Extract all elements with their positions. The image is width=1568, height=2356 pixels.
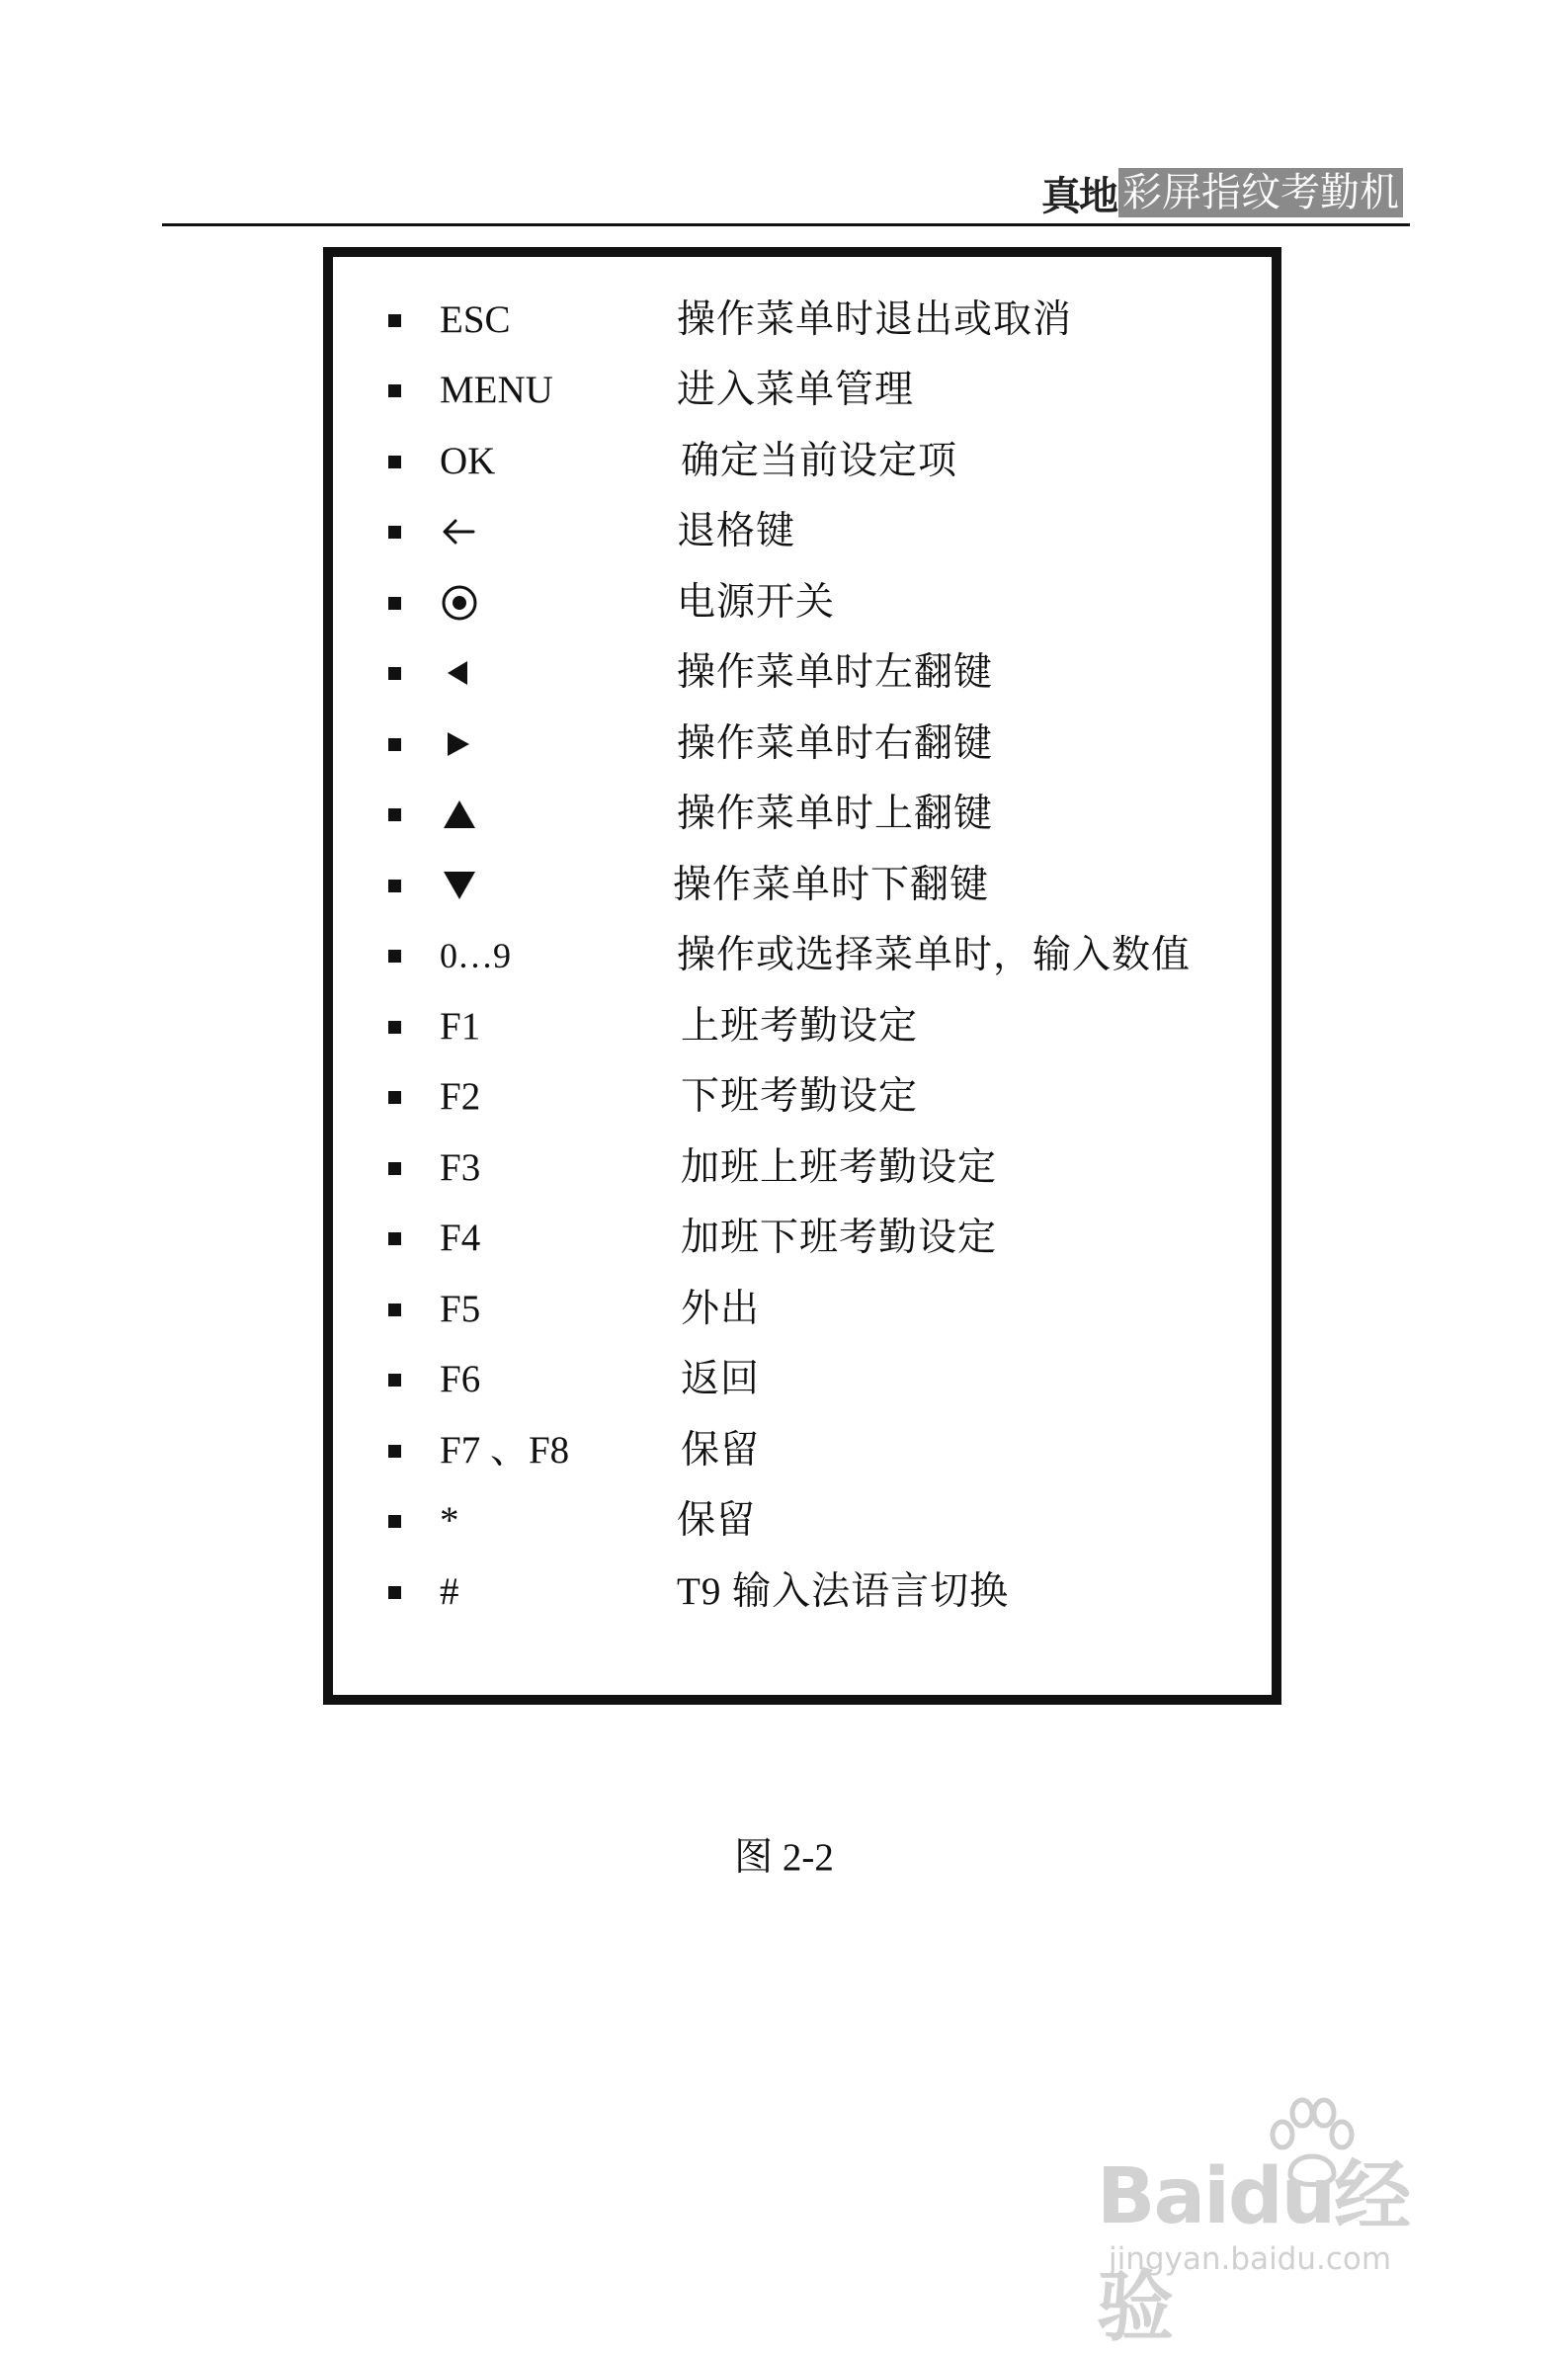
key-row (333, 645, 1272, 705)
key-label: # (440, 1570, 459, 1613)
bullet-icon (388, 314, 401, 327)
key-row (333, 1564, 1272, 1624)
key-description: 电源开关 (677, 581, 836, 624)
key-description: 操作菜单时下翻键 (673, 864, 990, 906)
key-description: 确定当前设定项 (681, 440, 958, 482)
key-row (333, 504, 1272, 563)
key-description: 进入菜单管理 (677, 369, 915, 411)
bullet-icon (388, 456, 401, 468)
key-description: 保留 (677, 1499, 757, 1542)
key-label: F1 (440, 1005, 481, 1048)
key-description: 操作菜单时退出或取消 (677, 298, 1073, 341)
key-row (333, 999, 1272, 1058)
key-label: F6 (440, 1358, 481, 1400)
power-circle-icon (440, 583, 479, 623)
key-description: 下班考勤设定 (681, 1075, 919, 1118)
bullet-icon (388, 1162, 401, 1175)
key-label: ESC (440, 298, 511, 341)
brand-title: 彩屏指纹考勤机 (1118, 168, 1403, 217)
key-function-table (323, 247, 1281, 1705)
key-row (333, 1493, 1272, 1553)
bullet-icon (388, 950, 401, 963)
bullet-icon (388, 1515, 401, 1528)
key-label: F4 (440, 1217, 481, 1259)
brand (1041, 166, 1403, 219)
key-description: 加班下班考勤设定 (681, 1217, 998, 1259)
key-row (333, 858, 1272, 917)
triangle-up-icon (440, 795, 479, 834)
key-row (333, 1211, 1272, 1270)
bullet-icon (388, 597, 401, 610)
key-description: 操作菜单时上翻键 (677, 793, 994, 835)
key-label: 0…9 (440, 936, 511, 975)
key-description: 退格键 (677, 510, 796, 552)
bullet-icon (388, 1374, 401, 1387)
bullet-icon (388, 738, 401, 751)
key-row (333, 293, 1272, 352)
key-row (333, 575, 1272, 634)
triangle-down-icon (440, 866, 479, 905)
key-label: * (440, 1499, 459, 1542)
key-label: F2 (440, 1075, 481, 1118)
bullet-icon (388, 384, 401, 397)
key-row (333, 928, 1272, 987)
key-description: 上班考勤设定 (681, 1005, 919, 1048)
key-description: 外出 (681, 1288, 761, 1330)
header-divider (162, 223, 1410, 226)
key-row (333, 1352, 1272, 1411)
key-row (333, 1423, 1272, 1482)
key-description: 返回 (681, 1358, 761, 1400)
bullet-icon (388, 808, 401, 821)
page-header (0, 148, 1568, 227)
key-description: T9 输入法语言切换 (677, 1570, 1010, 1613)
key-row (333, 716, 1272, 776)
watermark-url: jingyan.baidu.com (1109, 2241, 1392, 2277)
key-description: 操作或选择菜单时，输入数值 (677, 934, 1192, 976)
key-description: 保留 (681, 1429, 761, 1472)
key-label: OK (440, 440, 496, 482)
key-row (333, 434, 1272, 493)
bullet-icon (388, 1445, 401, 1458)
key-label: F5 (440, 1288, 481, 1330)
key-label: F3 (440, 1146, 481, 1189)
watermark-main: Baidu经验 (1097, 2152, 1410, 2352)
bullet-icon (388, 526, 401, 539)
bullet-icon (388, 667, 401, 680)
bullet-icon (388, 880, 401, 892)
triangle-left-icon (440, 653, 479, 693)
key-description: 操作菜单时左翻键 (677, 651, 994, 694)
key-label: F7 、F8 (440, 1429, 570, 1472)
bullet-icon (388, 1021, 401, 1034)
bullet-icon (388, 1232, 401, 1245)
backspace-arrow-icon (440, 512, 479, 551)
key-row (333, 787, 1272, 846)
bullet-icon (388, 1304, 401, 1316)
key-row (333, 363, 1272, 422)
brand-logo: 真地 (1041, 173, 1116, 219)
key-description: 加班上班考勤设定 (681, 1146, 998, 1189)
key-row (333, 1140, 1272, 1200)
figure-caption: 图 2-2 (734, 1836, 834, 1879)
bullet-icon (388, 1091, 401, 1104)
bullet-icon (388, 1586, 401, 1599)
key-label: MENU (440, 369, 553, 411)
key-row (333, 1069, 1272, 1129)
watermark (1097, 2095, 1472, 2352)
key-description: 操作菜单时右翻键 (677, 722, 994, 765)
triangle-right-icon (440, 724, 479, 764)
key-row (333, 1282, 1272, 1341)
